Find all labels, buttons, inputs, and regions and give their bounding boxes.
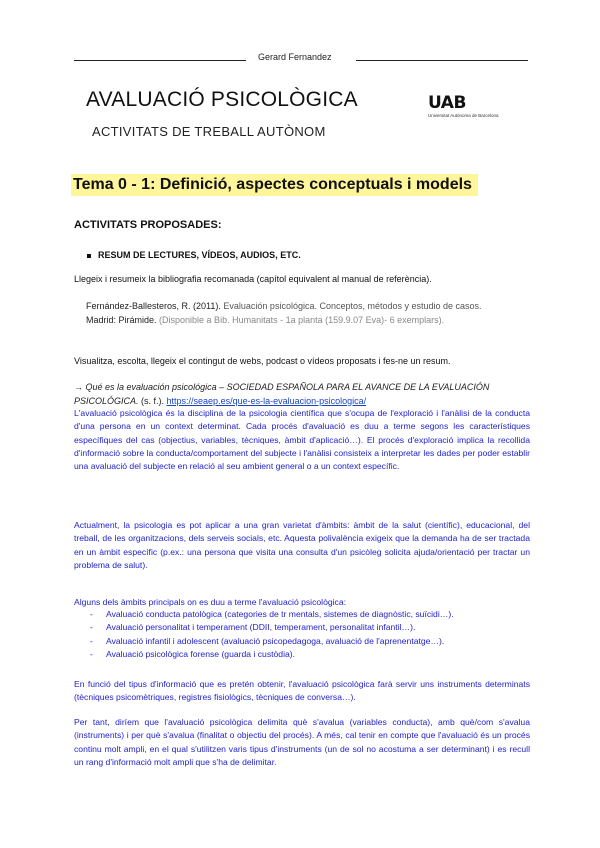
seaep-link[interactable]: https://seaep.es/que-es-la-evaluacion-psicologica/ bbox=[166, 395, 367, 406]
list-item-text: Avaluació personalitat i temperament (DDII, temperament, personalitat infantil…). bbox=[106, 622, 416, 633]
list-item: - Avaluació psicològica forense (guarda i custòdia). bbox=[90, 649, 296, 660]
link-block bbox=[74, 381, 529, 408]
reference-publisher: Madrid: Pirámide. bbox=[86, 314, 157, 325]
list-item: - Avaluació personalitat i temperament (DDII, temperament, personalitat infantil…). bbox=[90, 622, 416, 633]
paragraph-5: Per tant, diríem que l'avaluació psicològica delimita què s'avalua (variables conducta), amb què/com s'avalua (instruments) i per què s'avalua (finalitat o objectiu del procés). A més, cal tenir en compte que l'avaluació és un procés continu molt ampli, en el qual s'utilitzen varis tipus d'instruments (un de sol no acostuma a ser determinant) i es recull un rang d'informació molt ampli que s'ha de delimitar. bbox=[74, 717, 530, 767]
visualize-text: Visualitza, escolta, llegeix el contingut de webs, podcast o vídeos proposats i fes-ne un resum. bbox=[74, 356, 451, 366]
link-suffix: (s. f.). bbox=[138, 395, 167, 406]
reference-note: (Disponible a Bib. Humanitats - 1a planta (159.9.07 Eva)- 6 exemplars). bbox=[156, 314, 445, 325]
activities-title: ACTIVITATS PROPOSADES: bbox=[74, 219, 222, 231]
bullet-icon bbox=[87, 254, 91, 258]
reference-author: Fernández-Ballesteros, R. (2011). bbox=[86, 301, 221, 311]
paragraph-2: Actualment, la psicologia es pot aplicar a una gran varietat d'àmbits: àmbit de la salut (científic), educacional, del treball, de les organitzacions, dels serveis socials, etc. Aquesta polivalència exigeix que la demanda ha de ser tractada en un àmbit específic (p.ex.: una persona que visita una consulta d'un psicòleg solicita ajuda/orientació per tractar un problema de salut). bbox=[74, 520, 530, 570]
paragraph-1: L'avaluació psicològica és la disciplina de la psicologia científica que s'ocupa de l'exploració i l'anàlisi de la conducta d'una persona en un context determinat. Cada procés d'avaluació es duu a terme segons les característiques específiques del cas (objectius, variables, tècniques, àmbit d'aplicació…). El procés d'exploració implica la recollida d'informació sobre la conducta/comportament del subjecte i l'anàlisi consisteix a interpretar les dades per poder establir una avaluació del subjecte en relació al seu ambient general o a un context específic. bbox=[74, 408, 530, 472]
list-item-text: Avaluació psicològica forense (guarda i custòdia). bbox=[106, 649, 296, 660]
header-author: Gerard Fernandez bbox=[258, 52, 332, 62]
logo-mark: UAB bbox=[428, 93, 466, 113]
reference bbox=[86, 300, 536, 327]
list-item: - Avaluació conducta patològica (categories de tr mentals, sistemes de diagnòstic, suïcidi…). bbox=[90, 609, 454, 619]
intro-text: Llegeix i resumeix la bibliografia recomanada (capítol equivalent al manual de referència). bbox=[74, 274, 432, 284]
document-title: AVALUACIÓ PSICOLÒGICA bbox=[86, 88, 358, 111]
list-item: - Avaluació infantil i adolescent (avaluació psicopedagoga, avaluació de l'aprenentatge…). bbox=[90, 635, 445, 646]
link-prefix: → Qué es la evaluación psicológica – SOCIEDAD ESPAÑOLA PARA EL AVANCE DE LA EVALUACIÓN PSICOLÓGICA. bbox=[74, 382, 490, 406]
paragraph-4: En funció del tipus d'informació que es pretén obtenir, l'avaluació psicològica farà servir uns instruments determinats (tècniques psicomètriques, registres fisiològics, tècniques de conversa…). bbox=[74, 679, 530, 703]
uab-logo bbox=[428, 95, 499, 118]
logo-subtitle: Universitat Autònoma de Barcelona bbox=[428, 113, 499, 118]
areas-list bbox=[74, 608, 530, 662]
topic-heading: Tema 0 - 1: Definició, aspectes conceptuals i models bbox=[71, 174, 478, 196]
list-item-text: Avaluació conducta patològica (categories de tr mentals, sistemes de diagnòstic, suïcidi…). bbox=[106, 609, 454, 619]
header-rule-left bbox=[74, 60, 246, 61]
header-rule-right bbox=[356, 60, 528, 61]
document-subtitle: ACTIVITATS DE TREBALL AUTÒNOM bbox=[92, 124, 326, 139]
list-item-text: Avaluació infantil i adolescent (avaluació psicopedagoga, avaluació de l'aprenentatge…). bbox=[106, 635, 445, 646]
paragraph-3-intro: Alguns dels àmbits principals on es duu a terme l'avaluació psicològica: bbox=[74, 597, 347, 607]
bullet-label: RESUM DE LECTURES, VÍDEOS, AUDIOS, ETC. bbox=[98, 250, 301, 260]
reference-book: Evaluación psicológica. Conceptos, métodos y estudio de casos. bbox=[220, 301, 482, 311]
